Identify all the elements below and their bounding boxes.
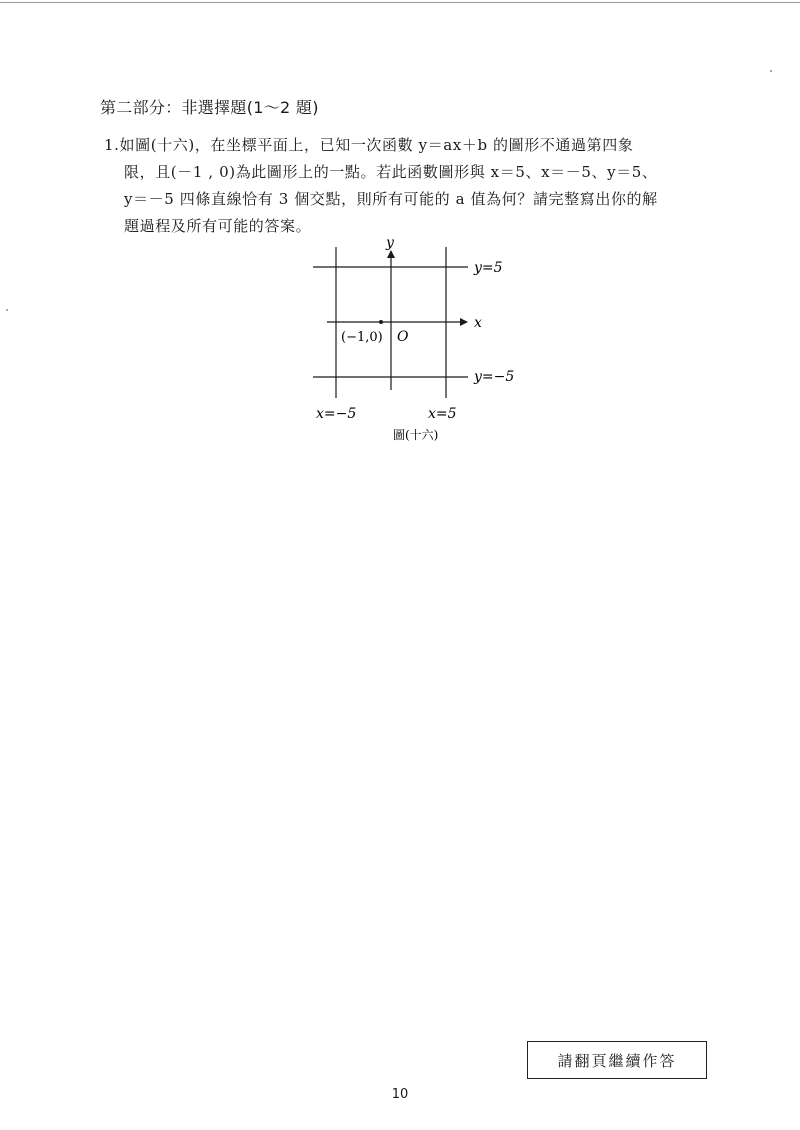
top-rule xyxy=(0,2,800,3)
line-x-5-label: x=5 xyxy=(428,406,457,422)
question-line-1 xyxy=(104,132,724,159)
question-line-4: 題過程及所有可能的答案。 xyxy=(124,217,312,235)
line-x-neg5-label: x=−5 xyxy=(316,406,357,422)
continue-notice: 請翻頁繼續作答 xyxy=(527,1041,707,1079)
point-neg1-0 xyxy=(379,320,383,324)
question-text: 如圖(十六)，在坐標平面上，已知一次函數 y＝ax＋b 的圖形不通過第四象 xyxy=(119,136,634,154)
line-y-neg5-label: y=−5 xyxy=(474,369,515,385)
question-line-2: 限，且(－1 , 0)為此圖形上的一點。若此函數圖形與 x＝5、x＝－5、y＝5、 xyxy=(124,163,658,181)
x-axis-label: x xyxy=(474,315,482,331)
question-1 xyxy=(104,132,724,240)
coordinate-diagram xyxy=(300,232,540,447)
section-title: 第二部分：非選擇題(1～2 題) xyxy=(100,98,319,117)
line-y-5-label: y=5 xyxy=(474,260,503,276)
figure-caption: 圖(十六) xyxy=(393,428,439,442)
point-label: (−1,0) xyxy=(341,330,383,345)
y-axis-label: y xyxy=(386,235,394,251)
figure-16 xyxy=(300,232,540,447)
scan-speck xyxy=(6,309,8,311)
question-line-3: y＝－5 四條直線恰有 3 個交點，則所有可能的 a 值為何？請完整寫出你的解 xyxy=(124,190,658,208)
question-number: 1. xyxy=(104,136,120,154)
page-number: 10 xyxy=(391,1087,409,1102)
scan-speck xyxy=(770,70,772,72)
origin-label: O xyxy=(397,329,409,345)
